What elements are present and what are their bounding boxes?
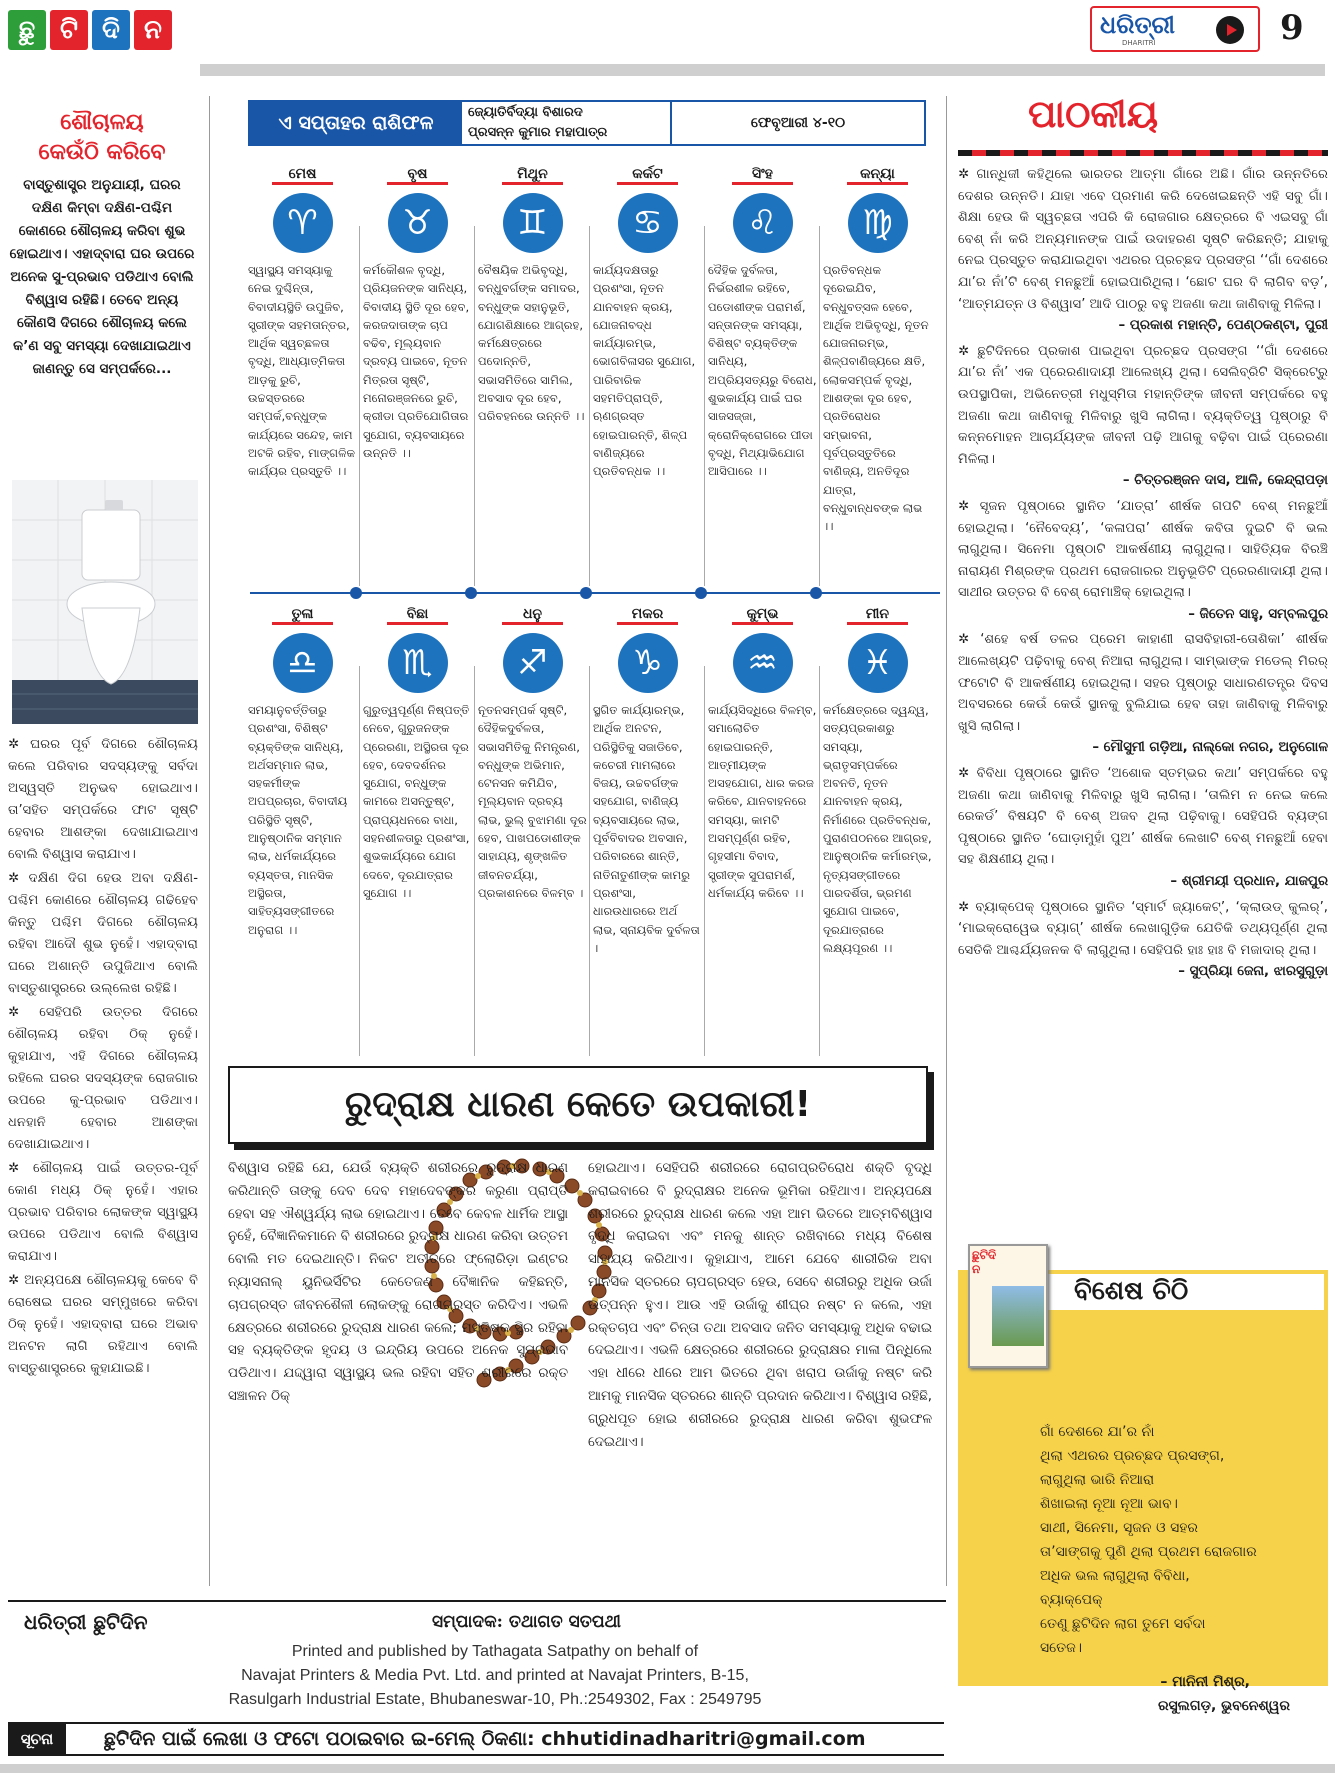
- toilet-title-line1: ଶୌଚାଳୟ: [60, 110, 144, 135]
- paper-brand: [1090, 6, 1260, 52]
- sign-forecast: ଗୁରୁତ୍ୱପୂର୍ଣ୍ଣ ନିଷ୍ପତ୍ତି ନେବେ, ଗୁରୁଜନଙ୍କ ପ୍ରେରଣା, ଅସ୍ଥିରତା ଦୂର ହେବ, ଦେବଦର୍ଶନର ସୁଯୋଗ, ବନ୍ଧୁଙ୍କ କାମରେ ଅସନ୍ତୁଷ୍ଟ, ପ୍ରାପ୍ୟଧନରେ ବାଧା, ସହନଶୀଳତାରୁ ପ୍ରଶଂସା, ଶୁଭକାର୍ଯ୍ୟରେ ଯୋଗ ଦେବେ, ଦୂରଯାତ୍ରାର ସୁଯୋଗ ।।: [363, 703, 470, 900]
- pisces-icon: ♓: [848, 633, 908, 693]
- special-letter-poem: [1040, 1420, 1320, 1718]
- sign-aquarius: [708, 606, 817, 902]
- toilet-title-line2: କେଉଁଠି କରିବେ: [38, 140, 166, 165]
- special-letter-signature-name: – ମାନିନୀ ମିଶ୍ର,: [1160, 1674, 1250, 1690]
- notice-text: ଛୁଟିଦିନ ପାଇଁ ଲେଖା ଓ ଫଟୋ ପଠାଇବାର ଇ-ମେଲ୍ ଠିକଣା: chhutidinadharitri@gmail.com: [104, 1728, 866, 1750]
- letter-text: ✲ ଗାନ୍ଧିଜୀ କହିଥିଲେ ଭାରତର ଆତ୍ମା ଗାଁରେ ଅଛି। ଗାଁର ଉନ୍ନତିରେ ଦେଶର ଉନ୍ନତି। ଯାହା ଏବେ ପ୍ରମାଣ କରି ଦେଖେଇଛନ୍ତି ଏହି ସବୁ ଗାଁ। ଶିକ୍ଷା ହେଉ କି ସ୍ୱଚ୍ଛତା ଏପରି କି ରୋଜଗାର କ୍ଷେତ୍ରରେ ବି ଏଇସବୁ ଗାଁ ବେଶ୍ ନାଁ କରି ଅନ୍ୟମାନଙ୍କ ପାଇଁ ଉଦାହରଣ ସୃଷ୍ଟି କରିଛନ୍ତି; ଯାହାକୁ ନେଇ ପ୍ରସ୍ତୁତ କରାଯାଇଥିବା ଏଥରର ପ୍ରଚ୍ଛଦ ପ୍ରସଙ୍ଗ ‘‘ଗାଁ ଦେଶରେ ଯା’ର ନାଁ’ଟି ବେଶ୍ ମନଛୁଆଁ ହୋଇପାରିଥିଲା। ‘ଛୋଟ ଘର ବି ଲାଗିବ ବଡ଼’, ‘ଆତ୍ମଯତ୍ନ ଓ ବିଶ୍ୱାସ’ ଆଦି ପାଠରୁ ବହୁ ଅଜଣା କଥା ଜାଣିବାକୁ ମିଳିଲା।: [958, 167, 1328, 312]
- horoscope-column-divider: [589, 666, 590, 1056]
- sign-sagittarius: [478, 606, 587, 902]
- poem-line: ଅଧିକ ଭଲ ଲାଗୁଥିଲା ବିବିଧା,: [1040, 1568, 1190, 1584]
- sign-forecast: କାର୍ଯ୍ୟସିଦ୍ଧିରେ ବିଳମ୍ବ, ସମାଲୋଚିତ ହୋଇପାରନ୍ତି, ଆତ୍ମୀୟଙ୍କ ଅସହଯୋଗ, ଧାର କରଜ କରିବେ, ଯାନବାହନରେ ସମସ୍ୟା, କାମଟି ଅସମ୍ପୂର୍ଣ୍ଣ ରହିବ, ଗୃହସୀମା ବିବାଦ, ସ୍ତ୍ରୀଙ୍କ ସୁପରାମର୍ଶ, ଧର୍ମକାର୍ଯ୍ୟ କରିବେ ।।: [708, 703, 817, 900]
- sign-taurus: [363, 166, 472, 462]
- toilet-tip: ✲ ଦକ୍ଷିଣ ଦିଗ ହେଉ ଅବା ଦକ୍ଷିଣ-ପଶ୍ଚିମ କୋଣରେ ଶୌଚାଳୟ ଗଢିହେବ କିନ୍ତୁ ପଶ୍ଚିମ ଦିଗରେ ଶୌଚାଳୟ ରହିବା ଆଦୌ ଶୁଭ ନୁହେଁ। ଏହାଦ୍ବାରା ଘରେ ଅଶାନ୍ତି ଉପୁଜିଥାଏ ବୋଲି ବାସ୍ତୁଶାସ୍ତ୍ରରେ ଉଲ୍ଲେଖ ରହିଛି।: [8, 871, 198, 996]
- sign-forecast: ଦୈହିକ ଦୁର୍ବଳତା, ନିର୍ଭରଶୀଳ ରହିବେ, ପଡୋଶୀଙ୍କ ପରାମର୍ଶ, ସନ୍ତାନଙ୍କ ସମସ୍ୟା, ବିଶିଷ୍ଟ ବ୍ୟକ୍ତିଙ୍କ ସାନିଧ୍ୟ, ଅପ୍ରିୟସତ୍ୟରୁ ବିରୋଧ, ଶୁଭକାର୍ଯ୍ୟ ପାଇଁ ଘର ସାଜସଜ୍ଜା, କ୍ରୋନିକ୍ରୋଗରେ ପୀଡା ବୃଦ୍ଧି, ମିଥ୍ୟାଭିଯୋଗ ଆସିପାରେ ।।: [708, 263, 817, 479]
- poem-line: ଗାଁ ଦେଶରେ ଯା’ର ନାଁ: [1040, 1424, 1155, 1440]
- rudraksha-body-2: ହୋଇଥାଏ। ସେହିପରି ଶରୀରରେ ରୋଗପ୍ରତିରୋଧ ଶକ୍ତି ବୃଦ୍ଧି କରାଇବାରେ ବି ରୁଦ୍ରାକ୍ଷର ଅନେକ ଭୂମିକା ରହିଥାଏ। ଅନ୍ୟପକ୍ଷେ ଶରୀରରେ ରୁଦ୍ରାକ୍ଷ ଧାରଣ କଲେ ଏହା ଆମ ଭିତରେ ଆତ୍ମବିଶ୍ୱାସ ବୃଦ୍ଧି କରାଇବା ଏବଂ ମନକୁ ଶାନ୍ତ ରଖିବାରେ ମଧ୍ୟ ବିଶେଷ ସାହାଯ୍ୟ କରିଥାଏ। କୁହାଯାଏ, ଆମେ ଯେବେ ଶାରୀରିକ ଅବା ମାନସିକ ସ୍ତରରେ ଚାପଗ୍ରସ୍ତ ହେଉ, ସେବେ ଶରୀରରୁ ଅଧିକ ଉର୍ଜା ଉତ୍ପନ୍ନ ହୁଏ। ଆଉ ଏହି ଉର୍ଜାକୁ ଶୀଘ୍ର ନଷ୍ଟ ନ କଲେ, ଏହା ରକ୍ତଚାପ ଏବଂ ଚିନ୍ତା ତଥା ଅବସାଦ ଜନିତ ସମସ୍ୟାକୁ ଅଧିକ ବଢାଇ ଦେଇଥାଏ। ଏଭଳି କ୍ଷେତ୍ରରେ ଶରୀରରେ ରୁଦ୍ରାକ୍ଷର ମାଳା ପିନ୍ଧିଲେ ଏହା ଧୀରେ ଧୀରେ ଆମ ଭିତରେ ଥିବା ଖରାପ ଉର୍ଜାକୁ ନଷ୍ଟ କରି ଆମକୁ ମାନସିକ ସ୍ତରରେ ଶାନ୍ତି ପ୍ରଦାନ କରିଥାଏ। ବିଶ୍ୱାସ ରହିଛି, ଗ୍ରୁଧପୂତ ହୋଇ ଶରୀରରେ ରୁଦ୍ରାକ୍ଷ ଧାରଣ କରିବା ଶୁଭଫଳ ଦେଇଥାଏ।: [588, 1161, 932, 1450]
- toilet-tip: ✲ ସେହିପରି ଉତ୍ତର ଦିଗରେ ଶୌଚାଳୟ ରହିବା ଠିକ୍ ନୁହେଁ। କୁହାଯାଏ, ଏହି ଦିଗରେ ଶୌଚାଳୟ ରହିଲେ ଘରର ସଦସ୍ୟଙ୍କ ରୋଜଗାର ଉପରେ କୁ-ପ୍ରଭାବ ପଡିଥାଏ। ଧନହାନି ହେବାର ଆଶଙ୍କା ଦେଖାଯାଇଥାଏ।: [8, 1005, 198, 1152]
- sign-name: ଧନୁ: [502, 606, 563, 625]
- special-letter-box: [958, 1248, 1328, 1714]
- sign-virgo: [823, 166, 932, 535]
- poem-line: ଥିଲା ଏଥରର ପ୍ରଚ୍ଛଦ ପ୍ରସଙ୍ଗ,: [1040, 1448, 1225, 1464]
- rudraksha-headline: ରୁଦ୍ରାକ୍ଷ ଧାରଣ କେତେ ଉପକାରୀ!: [344, 1084, 812, 1125]
- sign-forecast: ସମୟାନୁବର୍ତ୍ତିତାରୁ ପ୍ରଶଂସା, ବିଶିଷ୍ଟ ବ୍ୟକ୍ତିଙ୍କ ସାନିଧ୍ୟ, ଅର୍ଥସମ୍ମାନ ଲାଭ, ସହକର୍ମୀଙ୍କ ଅପପ୍ରଚାର, ବିବାଦୀୟ ପରିସ୍ଥିତି ସୃଷ୍ଟି, ଆନୁଷ୍ଠାନିକ ସମ୍ମାନ ଲାଭ, ଧର୍ମକାର୍ଯ୍ୟରେ ବ୍ୟସ୍ତତା, ମାନସିକ ଅସ୍ଥିରତା, ସାହିତ୍ୟସଙ୍ଗୀତରେ ଅନୁରାଗ ।।: [248, 703, 348, 937]
- libra-icon: ♎: [273, 633, 333, 693]
- poem-line: ସତେଜ।: [1040, 1640, 1083, 1656]
- poem-line: ଶିଖାଇଲା ନୂଆ ନୂଆ ଭାବ।: [1040, 1496, 1178, 1512]
- toilet-tip: ✲ ଅନ୍ୟପକ୍ଷେ ଶୌଚାଳୟକୁ କେବେ ବି ରୋଷେଇ ଘରର ସମ୍ମୁଖରେ କରିବା ଠିକ୍ ନୁହେଁ। ଏହାଦ୍ବାରା ଘରେ ଅଭାବ ଅନଟନ ଲାଗି ରହିଥାଏ ବୋଲି ବାସ୍ତୁଶାସ୍ତ୍ରରେ କୁହାଯାଇଛି।: [8, 1273, 198, 1376]
- letter-text: ✲ ବ୍ୟାକ୍‌ପେକ୍ ପୃଷ୍ଠାରେ ସ୍ଥାନିତ ‘ସ୍ମାର୍ଟ ଜ୍ୟାକେଟ୍’, ‘କ୍ଲାଉଡ୍ କୁଲର୍’, ‘ମାଇକ୍ରୋୱେଭ ବ୍ୟାଗ୍’ ଶୀର୍ଷକ ଲେଖାଗୁଡ଼ିକ ଯେତିକି ତଥ୍ୟପୂର୍ଣ୍ଣ ଥିଲା ସେତିକି ଆଶ୍ଚର୍ଯ୍ୟଜନକ ବି ଲାଗୁଥିଲା। ସେହିପରି ହାଃ ହାଃ ବି ମଜାଦାର୍ ଥିଲା।: [958, 899, 1328, 958]
- rudraksha-body-1: ବିଶ୍ୱାସ ରହିଛି ଯେ, ଯେଉଁ ବ୍ୟକ୍ତି ଶରୀରରେ ରୁଦ୍ରାକ୍ଷ ଧାରଣ କରିଥାନ୍ତି ତାଙ୍କୁ ଦେବ ଦେବ ମହାଦେବଙ୍କର କରୁଣା ପ୍ରାପ୍ତି ହେବା ସହ ଐଶ୍ୱର୍ଯ୍ୟ ଲାଭ ହୋଇଥାଏ। ତେବେ କେବଳ ଧାର୍ମିକ ଆସ୍ଥା ନୁହେଁ, ବୈଜ୍ଞାନିକମାନେ ବି ଶରୀରରେ ରୁଦ୍ରାକ୍ଷ ଧାରଣ କରିବା ଉତ୍ତମ ବୋଲି ମତ ଦେଇଥାନ୍ତି। ନିକଟ ଅତୀତରେ ଫ୍ଲୋରିଡ଼ା ଇଣ୍ଟର ନ୍ୟାସନାଲ୍ ୟୁନିଭର୍ସିଟିର କେତେଜଣ ବୈଜ୍ଞାନିକ କହିଛନ୍ତି, ଚାପଗ୍ରସ୍ତ ଜୀବନଶୈଳୀ ଲୋକଙ୍କୁ ରୋଗଗ୍ରସ୍ତ କରିଦିଏ। ଏଭଳି କ୍ଷେତ୍ରରେ ଶରୀରରେ ରୁଦ୍ରାକ୍ଷ ଧାରଣ କଲେ; ମସ୍ତିଷ୍କ ସ୍ଥିର ରହିବା ସହ ବ୍ୟକ୍ତିଙ୍କ ହୃଦୟ ଓ ଇନ୍ଦ୍ରିୟ ଉପରେ ଅନେକ ସୁପ୍ରଭାବ ପଡିଥାଏ। ଯଦ୍ଦ୍ୱାରା ସ୍ୱାସ୍ଥ୍ୟ ଭଲ ରହିବା ସହିତ ଶରୀରରେ ରକ୍ତ ସଞ୍ଚାଳନ ଠିକ୍: [228, 1161, 568, 1404]
- sign-forecast: ନୂତନସମ୍ପର୍କ ସୃଷ୍ଟି, ଦୈହିକଦୁର୍ବଳତା, ସଭାସମିତିକୁ ନିମନ୍ତ୍ରଣ, ବନ୍ଧୁଙ୍କ ଅଭିମାନ, ଟେନସନ କମିଯିବ, ମୂଲ୍ୟବାନ ଦ୍ରବ୍ୟ ଲାଭ, ଭୁଲ୍ ବୁଝାମଣା ଦୂର ହେବ, ପାଖପଡୋଶୀଙ୍କ ସାହାଯ୍ୟ, ଶୃଙ୍ଖଳିତ ଜୀବନଚର୍ଯ୍ୟା, ପ୍ରକାଶନରେ ବିଳମ୍ବ ।: [478, 703, 587, 900]
- magazine-cover-photo: [992, 1286, 1044, 1346]
- virgo-icon: ♍: [848, 193, 908, 253]
- sign-name: ମୀନ: [847, 606, 908, 625]
- column-divider: [946, 96, 947, 1586]
- special-letter-title: ବିଶେଷ ଚିଠି: [1074, 1276, 1189, 1306]
- toilet-article-title: [8, 108, 196, 168]
- scorpio-icon: ♏: [388, 633, 448, 693]
- footer-imprint: [150, 1640, 840, 1712]
- letter-signature: – ଚିତ୍ତରଞ୍ଜନ ଦାସ, ଆଳି, କେନ୍ଦ୍ରାପଡ଼ା: [1122, 473, 1328, 489]
- rudraksha-column-2: [588, 1158, 932, 1454]
- rudraksha-headline-box: [228, 1066, 928, 1144]
- sign-name: କୁମ୍ଭ: [732, 606, 793, 625]
- sign-name: ମେଷ: [272, 166, 333, 185]
- letter-text: ✲ ଛୁଟିଦିନରେ ପ୍ରକାଶ ପାଇଥିବା ପ୍ରଚ୍ଛଦ ପ୍ରସଙ୍ଗ ‘‘ଗାଁ ଦେଶରେ ଯା’ର ନାଁ’ ଏକ ପ୍ରେରଣାଦାୟୀ ଆଲେଖ୍ୟ ଥିଲା। ସେଲିବ୍ରିଟି ସିକ୍ରେଟ୍‌ରୁ ଉପସ୍ଥାପିକା, ଅଭିନେତ୍ରୀ ମଧୁସ୍ମିତା ମହାନ୍ତିଙ୍କ ଜୀବନୀ ସମ୍ପର୍କରେ ବହୁ ଅଜଣା କଥା ଜାଣିବାକୁ ମିଳିବାରୁ ଖୁସି ଲାଗିଲା। ବ୍ୟକ୍ତିତ୍ୱ ପୃଷ୍ଠାରୁ ବି କନ୍ନମୋହନ ଆଚାର୍ଯ୍ୟଙ୍କ ଜୀବନୀ ପଢ଼ି ଆଗକୁ ବଢ଼ିବା ପାଇଁ ପ୍ରେରଣା ମିଳିଲା।: [958, 343, 1328, 467]
- column-divider: [209, 96, 210, 1586]
- letter-signature: – ମୌସୁମୀ ଗଡ଼ିଆ, ନାଲ୍‌କୋ ନଗର, ଅନୁଗୋଳ: [1092, 740, 1328, 756]
- horoscope-column-divider: [819, 666, 820, 1056]
- letter-text: ✲ ‘ଶହେ ବର୍ଷ ତଳର ପ୍ରେମ କାହାଣୀ ରାସବିହାରୀ-ତୋଶିକା’ ଶୀର୍ଷକ ଆଲେଖ୍ୟଟି ପଢ଼ିବାକୁ ବେଶ୍ ନିଆରା ଲାଗୁଥିଲା। ସାମ୍ଭାଙ୍କ ମଡେଲ୍ ମିରର୍ ଫଟୋଟି ବି ଆକର୍ଷଣୀୟ ହୋଇଥିଲା। ସହର ପୃଷ୍ଠାରୁ ସାଧାରଣତନ୍ତ୍ର ଦିବସ ଅବସରରେ କେଉଁ କେଉଁ ସ୍ଥାନକୁ ବୁଲିଯାଇ ହେବ ତାହା ଜାଣିବାକୁ ମିଳିବାରୁ ଖୁସି ଲାଗିଲା।: [958, 632, 1328, 734]
- horoscope-column-divider: [704, 666, 705, 1056]
- letter-signature: – ଶ୍ରୀମୟୀ ପ୍ରଧାନ, ଯାଜପୁର: [1170, 874, 1328, 889]
- toilet-vastu-column: [8, 108, 196, 381]
- letters-header: [958, 92, 1328, 148]
- astrologer-title: ଜ୍ୟୋତିର୍ବିଦ୍ୟା ବିଶାରଦ: [468, 105, 583, 120]
- play-icon: [1216, 16, 1244, 44]
- bottom-rule: [0, 1764, 1335, 1773]
- poem-line: ବ୍ୟାକ୍‌ପେକ୍: [1040, 1592, 1103, 1608]
- notice-label: ସୂଚନା: [8, 1724, 66, 1754]
- sign-forecast: ସ୍ୱାସ୍ଥ୍ୟ ସମସ୍ୟାକୁ ନେଇ ଦୁଶ୍ଚିନ୍ତା, ବିବାଦୀୟସ୍ଥିତି ଉପୁଜିବ, ସ୍ତ୍ରୀଙ୍କ ସହମତାନ୍ତର, ଆର୍ଥିକ ସ୍ୱଚ୍ଛଳତା ବୃଦ୍ଧି, ଆଧ୍ୟାତ୍ମିକତା ଆଡ଼କୁ ରୁଚି, ଉଚ୍ଚସ୍ତରରେ ସମ୍ପର୍କ,ବନ୍ଧୁଙ୍କ କାର୍ଯ୍ୟରେ ସନ୍ଦେହ, କାମ ଅଟକି ରହିବ, ମାଙ୍ଗଳିକ କାର୍ଯ୍ୟର ପ୍ରସ୍ତୁତି ।।: [248, 263, 356, 479]
- masthead-letter-3: ଦି: [92, 10, 130, 50]
- sign-leo: [708, 166, 817, 481]
- footer-paper-title: ଧରିତ୍ରୀ ଛୁଟିଦିନ: [24, 1610, 148, 1634]
- astrologer-name: ପ୍ରସନ୍ନ କୁମାର ମହାପାତ୍ର: [468, 125, 608, 140]
- horoscope-column-divider: [474, 666, 475, 1056]
- horoscope-column-divider: [589, 226, 590, 586]
- toilet-article-intro: ବାସ୍ତୁଶାସ୍ତ୍ର ଅନୁଯାୟୀ, ଘରର ଦକ୍ଷିଣ କିମ୍ବା ଦକ୍ଷିଣ-ପଶ୍ଚିମ କୋଣରେ ଶୌଚାଳୟ କରିବା ଶୁଭ ହୋଇଥାଏ। ଏହାଦ୍ବାରା ଘର ଉପରେ ଅନେକ ସୁ-ପ୍ରଭାବ ପଡିଥାଏ ବୋଲି ବିଶ୍ୱାସ ରହିଛି। ତେବେ ଅନ୍ୟ କୌଣସି ଦିଗରେ ଶୌଚାଳୟ କଲେ କ’ଣ ସବୁ ସମସ୍ୟା ଦେଖାଯାଇଥାଏ ଜାଣନ୍ତୁ ସେ ସମ୍ପର୍କରେ...: [9, 177, 195, 377]
- horoscope-column-divider: [704, 226, 705, 586]
- letter-signature: – ଜିତେନ ସାହୁ, ସମ୍ବଲପୁର: [1188, 606, 1328, 622]
- sign-scorpio: [363, 606, 472, 902]
- sign-pisces: [823, 606, 932, 957]
- sign-forecast: କାର୍ଯ୍ୟଦକ୍ଷତାରୁ ପ୍ରଶଂସା, ନୂତନ ଯାନବାହନ କ୍ରୟ, ଯୋଜନାବଦ୍ଧ କାର୍ଯ୍ୟାରମ୍ଭ, ଭୋଗବିଳାସର ସୁଯୋଗ, ପାରିବାରିକ ସହମତିପ୍ରାପ୍ତି, ଋଣଗ୍ରସ୍ତ ହୋଇପାରନ୍ତି, ଶିଳ୍ପ ବାଣିଜ୍ୟରେ ପ୍ରତିବନ୍ଧକ ।।: [593, 263, 696, 479]
- sagittarius-icon: ♐: [503, 633, 563, 693]
- paper-sub: DHARITRI: [1122, 39, 1156, 47]
- sign-forecast: କର୍ମକ୍ଷେତ୍ରରେ ଦ୍ୱନ୍ଦ୍ୱ, ସତ୍ୟପ୍ରକାଶରୁ ସମସ୍ୟା, ଭ୍ରାତୃସମ୍ପର୍କରେ ଅବନତି, ନୂତନ ଯାନବାହନ କ୍ରୟ, ନିର୍ମାଣରେ ପ୍ରତିବନ୍ଧକ, ପୁରାଣପଠନରେ ଆଗ୍ରହ, ଆନୁଷ୍ଠାନିକ କର୍ମାରମ୍ଭ, ନୃତ୍ୟସଙ୍ଗୀତରେ ପାରଦର୍ଶିତା, ଭ୍ରମଣ ସୁଯୋଗ ପାଇବେ, ଦୂରଯାତ୍ରାରେ ଲକ୍ଷ୍ୟପୂରଣ ।।: [823, 703, 932, 955]
- poem-line: ଲାଗୁଥିଲା ଭାରି ନିଆରା: [1040, 1472, 1155, 1488]
- divider-dot: [350, 587, 362, 599]
- divider-dot: [695, 587, 707, 599]
- cancer-icon: ♋: [618, 193, 678, 253]
- sign-name: ବିଛା: [387, 606, 448, 625]
- toilet-tip: ✲ ଶୌଚାଳୟ ପାଇଁ ଉତ୍ତର-ପୂର୍ବ କୋଣ ମଧ୍ୟ ଠିକ୍ ନୁହେଁ। ଏହାର ପ୍ରଭାବ ପରିବାର ଲୋକଙ୍କ ସ୍ୱାସ୍ଥ୍ୟ ଉପରେ ପଡିଥାଏ ବୋଲି ବିଶ୍ୱାସ କରାଯାଏ।: [8, 1161, 198, 1264]
- capricorn-icon: ♑: [618, 633, 678, 693]
- horoscope-column-divider: [819, 226, 820, 586]
- footer-top-rule: [8, 1600, 946, 1602]
- sign-aries: [248, 166, 357, 481]
- footer-editor: ସମ୍ପାଦକ: ତଥାଗତ ସତପଥୀ: [432, 1612, 621, 1632]
- sign-forecast: କର୍ମକୌଶଳ ବୃଦ୍ଧି, ପ୍ରିୟଜନଙ୍କ ସାନିଧ୍ୟ, ବିବାଦୀୟ ସ୍ଥିତି ଦୂର ହେବ, କରଜଦାତାଙ୍କ ଚାପ ବଢିବ, ମୂଲ୍ୟବାନ ଦ୍ରବ୍ୟ ପାଇବେ, ନୂତନ ମିତ୍ରତା ସୃଷ୍ଟି, ମନୋରଞ୍ଜନରେ ରୁଚି, କ୍ରୀଡା ପ୍ରତିଯୋଗିତାର ସୁଯୋଗ, ବ୍ୟବସାୟରେ ଉନ୍ନତି ।।: [363, 263, 470, 460]
- sign-name: ବୃଷ: [387, 166, 448, 185]
- sign-name: ସିଂହ: [732, 166, 793, 185]
- masthead-letter-4: ନ: [134, 10, 172, 50]
- masthead-letter-1: ଛୁ: [8, 10, 46, 50]
- sign-forecast: ସ୍ଥଗିତ କାର୍ଯ୍ୟାରମ୍ଭ, ଆର୍ଥିକ ଅନଟନ, ପରିସ୍ଥିତିକୁ ସଜାଡିବେ, କଚେରୀ ମାମଲାରେ ବିଜୟ, ଉଚ୍ଚବର୍ଗଙ୍କ ସହଯୋଗ, ବାଣିଜ୍ୟ ବ୍ୟବସାୟରେ ଲାଭ, ପୂର୍ବବିବାଦର ଅବସାନ, ପରିବାରରେ ଶାନ୍ତି, ନାତିନାତୁଣୀଙ୍କ କାମରୁ ପ୍ରଶଂସା, ଧାରଉଧାରରେ ଅର୍ଥ ଲାଭ, ସ୍ନାୟବିକ ଦୁର୍ବଳତା ।: [593, 703, 700, 955]
- sign-name: କର୍କଟ: [617, 166, 678, 185]
- horoscope-column-divider: [359, 226, 360, 586]
- aquarius-icon: ♒: [733, 633, 793, 693]
- divider-dot: [810, 587, 822, 599]
- sign-capricorn: [593, 606, 702, 957]
- imprint-line: Navajat Printers & Media Pvt. Ltd. and printed at Navajat Printers, B-15,: [241, 1667, 749, 1684]
- letters-list: [958, 164, 1328, 987]
- divider-dot: [465, 587, 477, 599]
- horoscope-column-divider: [474, 226, 475, 586]
- sign-name: ତୁଳା: [272, 606, 333, 625]
- astrologer-credit: [468, 103, 660, 143]
- sign-cancer: [593, 166, 702, 481]
- poem-line: ତେଣୁ ଛୁଟିଦିନ ଲାଗ ତୁମେ ସର୍ବଦା: [1040, 1616, 1206, 1632]
- letter-text: ✲ ସୃଜନ ପୃଷ୍ଠାରେ ସ୍ଥାନିତ ‘ଯାତ୍ରା’ ଶୀର୍ଷକ ଗପଟି ବେଶ୍ ମନଛୁଆଁ ହୋଇଥିଲା। ‘ନୈବେଦ୍ୟ’, ‘କଳାପରା’ ଶୀର୍ଷକ କବିତା ଦୁଇଟି ବି ଭଲ ଲାଗୁଥିଲା। ସିନେମା ପୃଷ୍ଠାଟି ଆକର୍ଷଣୀୟ ଲାଗୁଥିଲା। ସାହିତ୍ୟିକ ବିରଞ୍ଚି ନାରାୟଣ ମିଶ୍ରଙ୍କ ପ୍ରଥମ ରୋଜଗାରର ଅନୁଭୂତିଟି ପ୍ରେରଣାଦାୟୀ ଥିଲା। ସାଥୀର ଉତ୍ତର ବି ବେଶ୍ ରୋମାଞ୍ଚିକ୍ ହୋଇଥିଲା।: [958, 498, 1328, 601]
- sign-name: ମିଥୁନ: [502, 166, 563, 185]
- toilet-tip: ✲ ଘରର ପୂର୍ବ ଦିଗରେ ଶୌଚାଳୟ କଲେ ପରିବାର ସଦସ୍ୟଙ୍କୁ ସର୍ବଦା ଅସ୍ୱସ୍ତି ଅନୁଭବ ହୋଇଥାଏ। ତା’ସହିତ ସମ୍ପର୍କରେ ଫାଟ ସୃଷ୍ଟି ହେବାର ଆଶଙ୍କା ଦେଖାଯାଇଥାଏ ବୋଲି ବିଶ୍ୱାସ କରାଯାଏ।: [8, 737, 198, 862]
- poem-line: ସାଥୀ, ସିନେମା, ସୃଜନ ଓ ସହର: [1040, 1520, 1198, 1536]
- gemini-icon: ♊: [503, 193, 563, 253]
- rudraksha-column-1: [228, 1158, 568, 1409]
- letter-signature: – ପ୍ରକାଶ ମହାନ୍ତି, ପେଣ୍ଠକଣ୍ଟା, ପୁରୀ: [1118, 318, 1328, 334]
- leo-icon: ♌: [733, 193, 793, 253]
- poem-line: ତା’ସାଙ୍ଗକୁ ପୁଣି ଥିଲା ପ୍ରଥମ ରୋଜଗାର: [1040, 1544, 1257, 1560]
- special-letter-signature-place: ରସୁଲଗଡ଼, ଭୁବନେଶ୍ୱର: [1157, 1698, 1290, 1714]
- masthead-letter-2: ଟି: [50, 10, 88, 50]
- imprint-line: Printed and published by Tathagata Satpathy on behalf of: [291, 1643, 699, 1660]
- sign-name: ମକର: [617, 606, 678, 625]
- sign-gemini: [478, 166, 587, 426]
- magazine-cover-title: ଛୁଟିଦିନ: [972, 1248, 997, 1276]
- masthead-rule: [200, 64, 1325, 76]
- horoscope-column-divider: [359, 666, 360, 1056]
- taurus-icon: ♉: [388, 193, 448, 253]
- letters-header-rule: [958, 150, 1328, 156]
- sign-forecast: ପ୍ରତିବନ୍ଧକ ଦୂରେଇଯିବ, ବନ୍ଧୁବତ୍ସଳ ହେବେ, ଆର୍ଥିକ ଅଭିବୃଦ୍ଧି, ନୂତନ ଯୋଜନାରମ୍ଭ, ଶିଳ୍ପବାଣିଜ୍ୟରେ କ୍ଷତି, ଲୋକସମ୍ପର୍କ ବୃଦ୍ଧି, ଆଶଙ୍କା ଦୂର ହେବ, ପ୍ରତିରୋଧର ସମ୍ଭାବନା, ପୂର୍ବପ୍ରସ୍ତୁତିରେ ବାଣିଜ୍ୟ, ଅନତିଦୂର ଯାତ୍ରା, ବନ୍ଧୁବାନ୍ଧବଙ୍କ ଲାଭ ।।: [823, 263, 929, 534]
- letters-title: ପାଠକୀୟ: [1028, 92, 1159, 136]
- magazine-cover-thumbnail: [968, 1244, 1048, 1368]
- letter-text: ✲ ବିବିଧା ପୃଷ୍ଠାରେ ସ୍ଥାନିତ ‘ଅଶୋକ ସ୍ତମ୍ଭର କଥା’ ସମ୍ପର୍କରେ ବହୁ ଅଜଣା କଥା ଜାଣିବାକୁ ମିଳିବାରୁ ଖୁସି ଲାଗିଲା। ‘ତାଲିମ ନ ନେଇ କଲେ ରେକର୍ଡ’ ବିଷୟଟି ବି ବେଶ୍ ଅଜବ ଥିଲା ପଢ଼ିବାକୁ। ସେହିପରି ବ୍ୟଙ୍ଗ ପୃଷ୍ଠାରେ ସ୍ଥାନିତ ‘ଘୋଡ଼ାମୁହାଁ ପୁଅ’ ଶୀର୍ଷକ ଲେଖାଟି ବେଶ୍ ମନଛୁଆଁ ହେବା ସହ ଶିକ୍ଷଣୀୟ ଥିଲା।: [958, 766, 1328, 868]
- sign-libra: [248, 606, 357, 939]
- page-number: 9: [1280, 8, 1304, 48]
- toilet-photo: [12, 480, 198, 724]
- aries-icon: ♈: [273, 193, 333, 253]
- masthead-logo: [8, 10, 176, 50]
- special-letter-header: [1024, 1274, 1324, 1310]
- divider-dot: [580, 587, 592, 599]
- toilet-tips: [8, 734, 198, 1382]
- horoscope-title: ଏ ସପ୍ତାହର ରାଶିଫଳ: [250, 102, 462, 144]
- paper-name: ଧରିତ୍ରୀ: [1100, 10, 1175, 39]
- horoscope-date: ଫେବୃଆରୀ ୪-୧୦: [670, 102, 924, 144]
- sign-name: କନ୍ୟା: [847, 166, 908, 185]
- horoscope-header: [248, 100, 926, 146]
- sign-forecast: ବୈଷୟିକ ଅଭିବୃଦ୍ଧି, ବନ୍ଧୁବର୍ଗଙ୍କ ସମାଦର, ବନ୍ଧୁଙ୍କ ସହାନୁଭୂତି, ଯୋଗଶିକ୍ଷାରେ ଆଗ୍ରହ, କର୍ମକ୍ଷେତ୍ରରେ ପଦୋନ୍ନତି, ସଭାସମିତିରେ ସାମିଲ, ଅବସାଦ ଦୂର ହେବ, ପରିବହନରେ ଉନ୍ନତି ।।: [478, 263, 585, 424]
- imprint-line: Rasulgarh Industrial Estate, Bhubaneswar-10, Ph.:2549302, Fax : 2549795: [228, 1691, 762, 1708]
- letter-signature: – ସୁପ୍ରିୟା ଜେନା, ଝାରସୁଗୁଡ଼ା: [1178, 964, 1328, 980]
- notice-bar: [8, 1722, 944, 1756]
